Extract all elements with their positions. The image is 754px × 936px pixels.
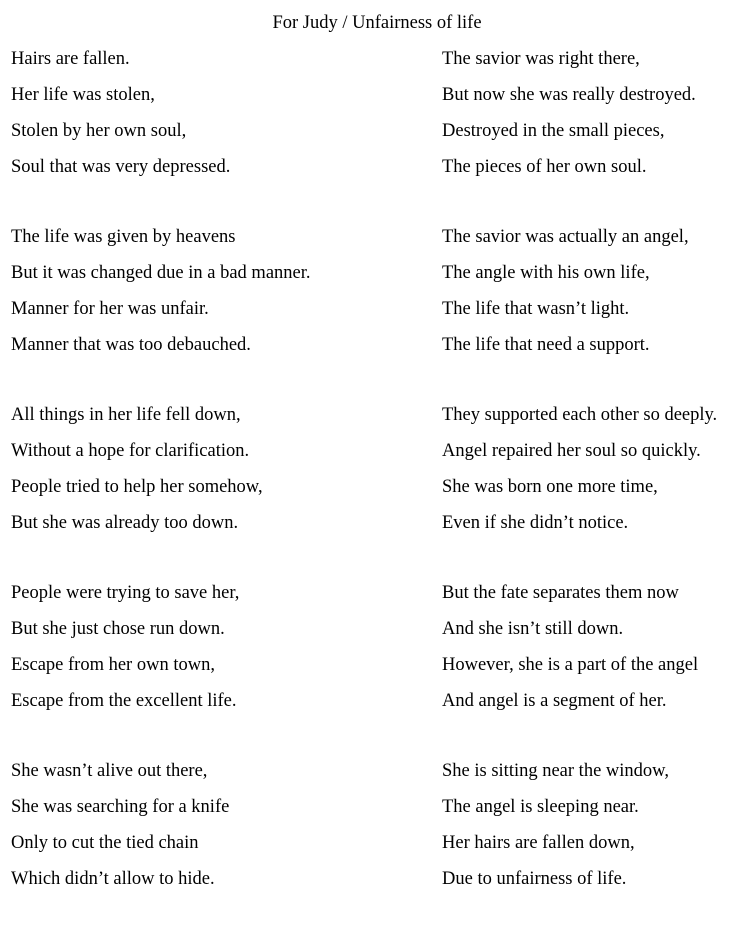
poem-line: Her hairs are fallen down,	[442, 833, 635, 853]
poem-line: But she was already too down.	[11, 513, 239, 533]
poem-line: Without a hope for clarification.	[11, 441, 250, 461]
poem-line: Which didn’t allow to hide.	[11, 869, 215, 889]
stanza	[442, 402, 754, 580]
stanza	[11, 46, 411, 224]
stanza	[11, 224, 411, 402]
poem-line: They supported each other so deeply.	[442, 405, 718, 425]
poem-line: But now she was really destroyed.	[442, 85, 696, 105]
poem-line: The life that wasn’t light.	[442, 299, 630, 319]
stanza	[442, 580, 754, 758]
poem-line: Only to cut the tied chain	[11, 833, 199, 853]
right-column	[442, 46, 754, 936]
poem-line: She is sitting near the window,	[442, 761, 669, 781]
poem-line: The pieces of her own soul.	[442, 157, 647, 177]
poem-line: She was born one more time,	[442, 477, 658, 497]
poem-line: She wasn’t alive out there,	[11, 761, 208, 781]
poem-line: Manner that was too debauched.	[11, 335, 251, 355]
poem-line: Destroyed in the small pieces,	[442, 121, 665, 141]
left-column	[11, 46, 411, 936]
poem-line: Her life was stolen,	[11, 85, 155, 105]
poem-line: Hairs are fallen.	[11, 49, 130, 69]
poem-line: Due to unfairness of life.	[442, 869, 627, 889]
poem-line: All things in her life fell down,	[11, 405, 241, 425]
stanza	[11, 580, 411, 758]
poem-line: The savior was actually an angel,	[442, 227, 689, 247]
poem-line: And angel is a segment of her.	[442, 691, 667, 711]
stanza	[442, 46, 754, 224]
poem-line: The angle with his own life,	[442, 263, 650, 283]
poem-line: Manner for her was unfair.	[11, 299, 209, 319]
poem-line: But it was changed due in a bad manner.	[11, 263, 311, 283]
stanza	[442, 224, 754, 402]
poem-line: Angel repaired her soul so quickly.	[442, 441, 701, 461]
poem-line: Stolen by her own soul,	[11, 121, 187, 141]
stanza	[11, 402, 411, 580]
poem-title: For Judy / Unfairness of life	[272, 13, 482, 33]
poem-line: However, she is a part of the angel	[442, 655, 699, 675]
stanza	[11, 758, 411, 936]
poem-line: But she just chose run down.	[11, 619, 225, 639]
poem-line: People tried to help her somehow,	[11, 477, 263, 497]
poem-line: The savior was right there,	[442, 49, 640, 69]
stanza	[442, 758, 754, 936]
poem-line: But the fate separates them now	[442, 583, 679, 603]
poem-line: The angel is sleeping near.	[442, 797, 639, 817]
poem-line: The life that need a support.	[442, 335, 650, 355]
poem-line: Escape from her own town,	[11, 655, 215, 675]
poem-line: Soul that was very depressed.	[11, 157, 231, 177]
poem-line: People were trying to save her,	[11, 583, 240, 603]
poem-line: The life was given by heavens	[11, 227, 236, 247]
poem-line: Even if she didn’t notice.	[442, 513, 629, 533]
poem-line: And she isn’t still down.	[442, 619, 624, 639]
poem-line: She was searching for a knife	[11, 797, 230, 817]
poem-line: Escape from the excellent life.	[11, 691, 237, 711]
